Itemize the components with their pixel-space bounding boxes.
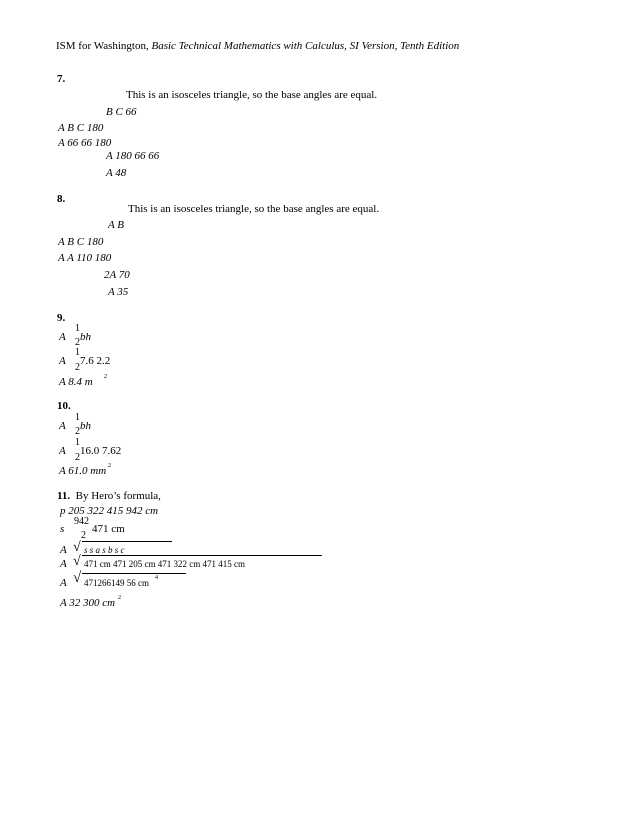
problem-11-s-denominator: 2 — [81, 530, 86, 541]
problem-10-result-exponent: 2 — [108, 463, 111, 469]
problem-9-result-text: A 8.4 m — [59, 376, 93, 388]
problem-7-line3: A 66 66 180 — [58, 137, 112, 149]
problem-9-row1-denominator: 2 — [75, 337, 80, 348]
problem-11-row2-var: A — [60, 558, 67, 570]
problem-11-row1-radicand: s s a s b s c — [84, 545, 125, 555]
problem-9-number: 9. — [57, 312, 66, 324]
problem-8-line3: A A 110 180 — [58, 252, 112, 264]
problem-10-result-text: A 61.0 mm — [59, 465, 107, 477]
problem-7-line5: A 48 — [106, 167, 127, 179]
problem-7-line1: B C 66 — [106, 106, 137, 118]
problem-8-line1: A B — [108, 219, 124, 231]
problem-9-row2-denominator: 2 — [75, 362, 80, 373]
radical-bar — [82, 541, 172, 542]
problem-11-p-line: p 205 322 415 942 cm — [60, 505, 159, 517]
problem-11-s-rest: 471 cm — [92, 523, 125, 535]
problem-9-result-exponent: 2 — [104, 374, 107, 380]
problem-11-heading — [57, 490, 161, 503]
problem-11-row2-radicand: 471 cm 471 205 cm 471 322 cm 471 415 cm — [84, 559, 245, 569]
problem-9-row2-rest: 7.6 2.2 — [80, 355, 111, 367]
header-prefix: ISM for Washington, — [56, 40, 152, 52]
problem-11-s-var: s — [60, 523, 65, 535]
radical-bar — [82, 573, 186, 574]
problem-10-row1-denominator: 2 — [75, 426, 80, 437]
problem-8-number: 8. — [57, 193, 66, 205]
problem-7-note: This is an isosceles triangle, so the base angles are equal. — [126, 89, 378, 101]
problem-7-number: 7. — [57, 73, 66, 85]
problem-11-result-exponent: 2 — [118, 595, 121, 601]
problem-11-s-numerator: 942 — [74, 516, 89, 527]
problem-9-row1-rest: bh — [80, 331, 91, 343]
problem-10-row1-var: A — [59, 420, 66, 432]
problem-11-row3-exponent: 4 — [155, 575, 158, 581]
problem-11-number: 11. — [57, 490, 71, 502]
problem-8-note: This is an isosceles triangle, so the base angles are equal. — [128, 203, 380, 215]
page-header — [56, 40, 459, 53]
problem-11-intro: By Hero’s formula, — [75, 490, 161, 502]
problem-11-row3-radicand: 471266149 56 cm — [84, 578, 149, 588]
problem-8-line2: A B C 180 — [58, 236, 104, 248]
problem-9-row2-numerator: 1 — [75, 347, 80, 358]
problem-11-result-text: A 32 300 cm — [60, 597, 116, 609]
problem-10-row2-denominator: 2 — [75, 452, 80, 463]
problem-10-row1-numerator: 1 — [75, 412, 80, 423]
problem-9-result — [59, 376, 93, 389]
problem-10-row1-rest: bh — [80, 420, 91, 432]
problem-9-row1-var: A — [59, 331, 66, 343]
problem-8-line5: A 35 — [108, 286, 129, 298]
problem-9-row1-numerator: 1 — [75, 323, 80, 334]
problem-8-line4: 2A 70 — [104, 269, 130, 281]
problem-7-line4: A 180 66 66 — [106, 150, 160, 162]
problem-10-row2-numerator: 1 — [75, 437, 80, 448]
problem-9-row2-var: A — [59, 355, 66, 367]
header-title: Basic Technical Mathematics with Calculus, SI Version, Tenth Edition — [151, 40, 460, 52]
problem-11-result — [60, 597, 115, 610]
radical-icon: √ — [73, 554, 81, 569]
problem-10-row2-var: A — [59, 445, 66, 457]
problem-10-row2-rest: 16.0 7.62 — [80, 445, 122, 457]
radical-icon: √ — [73, 570, 82, 586]
problem-11-row1-var: A — [60, 544, 67, 556]
radical-bar — [82, 555, 322, 556]
problem-7-line2: A B C 180 — [58, 122, 104, 134]
radical-icon: √ — [73, 540, 81, 555]
problem-11-row3-var: A — [60, 577, 67, 589]
problem-10-number: 10. — [57, 400, 71, 412]
problem-10-result — [59, 465, 106, 478]
